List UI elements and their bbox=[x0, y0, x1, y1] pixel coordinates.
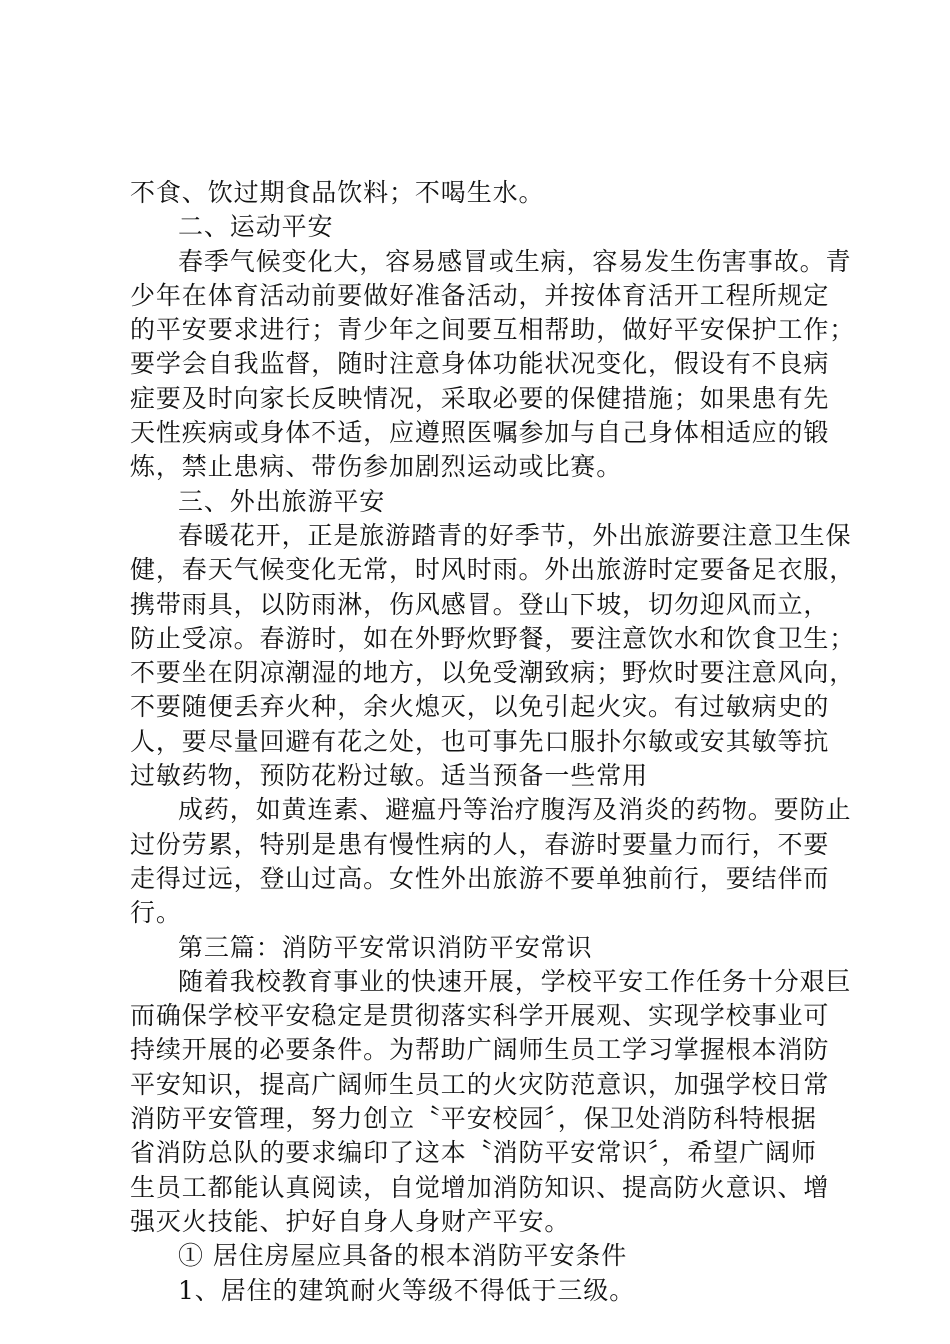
body-text-line: 省消防总队的要求编印了这本〝消防平安常识〞，希望广阔师 bbox=[130, 1138, 817, 1168]
body-text-line: 走得过远，登山过高。女性外出旅游不要单独前行，要结伴而 bbox=[130, 863, 830, 893]
section-heading-travel-safety: 三、外出旅游平安 bbox=[178, 486, 386, 516]
paragraph-first-line: 春暖花开，正是旅游踏青的好季节，外出旅游要注意卫生保 bbox=[178, 520, 852, 550]
body-text-line: 健，春天气候变化无常，时风时雨。外出旅游时定要备足衣服， bbox=[130, 555, 856, 585]
body-text-line: 行。 bbox=[130, 898, 182, 928]
body-text-line: 而确保学校平安稳定是贯彻落实科学开展观、实现学校事业可 bbox=[130, 1001, 830, 1031]
body-text-line: 持续开展的必要条件。为帮助广阔师生员工学习掌握根本消防 bbox=[130, 1035, 830, 1065]
chapter-heading-fire-safety: 第三篇：消防平安常识消防平安常识 bbox=[178, 932, 593, 962]
body-text-line: 的平安要求进行；青少年之间要互相帮助，做好平安保护工作； bbox=[130, 315, 856, 345]
body-text-line: 天性疾病或身体不适，应遵照医嘱参加与自己身体相适应的锻 bbox=[130, 418, 830, 448]
body-text-line: 强灭火技能、护好自身人身财产平安。 bbox=[130, 1206, 571, 1236]
body-text-line: 少年在体育活动前要做好准备活动，并按体育活开工程所规定 bbox=[130, 280, 830, 310]
body-text-line: 过敏药物，预防花粉过敏。适当预备一些常用 bbox=[130, 761, 649, 791]
list-item: 1、居住的建筑耐火等级不得低于三级。 bbox=[178, 1275, 636, 1305]
document-page bbox=[130, 176, 856, 1308]
section-heading-sports-safety: 二、运动平安 bbox=[178, 212, 334, 242]
paragraph-first-line: 成药，如黄连素、避瘟丹等治疗腹泻及消炎的药物。要防止 bbox=[178, 795, 852, 825]
body-text-line: 携带雨具，以防雨淋，伤风感冒。登山下坡，切勿迎风而立， bbox=[130, 589, 830, 619]
body-text-line: 生员工都能认真阅读，自觉增加消防知识、提高防火意识、增 bbox=[130, 1172, 830, 1202]
body-text-line: 消防平安管理，努力创立〝平安校园〞，保卫处消防科特根据 bbox=[130, 1104, 817, 1134]
body-text-line: 人，要尽量回避有花之处，也可事先口服扑尔敏或安其敏等抗 bbox=[130, 726, 830, 756]
body-text-line: 症要及时向家长反映情况，采取必要的保健措施；如果患有先 bbox=[130, 383, 830, 413]
body-text-line: 不食、饮过期食品饮料；不喝生水。 bbox=[130, 178, 545, 207]
body-text-line: 不要坐在阴凉潮湿的地方，以免受潮致病；野炊时要注意风向， bbox=[130, 658, 856, 688]
body-text-line: 不要随便丢弃火种，余火熄灭，以免引起火灾。有过敏病史的 bbox=[130, 692, 830, 722]
body-text-line: 要学会自我监督，随时注意身体功能状况变化，假设有不良病 bbox=[130, 349, 830, 379]
subsection-heading-residence-conditions: ① 居住房屋应具备的根本消防平安条件 bbox=[178, 1241, 628, 1271]
paragraph-first-line: 随着我校教育事业的快速开展，学校平安工作任务十分艰巨 bbox=[178, 966, 852, 996]
body-text-line: 平安知识，提高广阔师生员工的火灾防范意识，加强学校日常 bbox=[130, 1069, 830, 1099]
body-text-line: 炼，禁止患病、带伤参加剧烈运动或比赛。 bbox=[130, 452, 623, 482]
paragraph-first-line: 春季气候变化大，容易感冒或生病，容易发生伤害事故。青 bbox=[178, 246, 852, 276]
body-text-line: 过份劳累，特别是患有慢性病的人，春游时要量力而行，不要 bbox=[130, 829, 830, 859]
body-text-line: 防止受凉。春游时，如在外野炊野餐，要注意饮水和饮食卫生； bbox=[130, 623, 856, 653]
